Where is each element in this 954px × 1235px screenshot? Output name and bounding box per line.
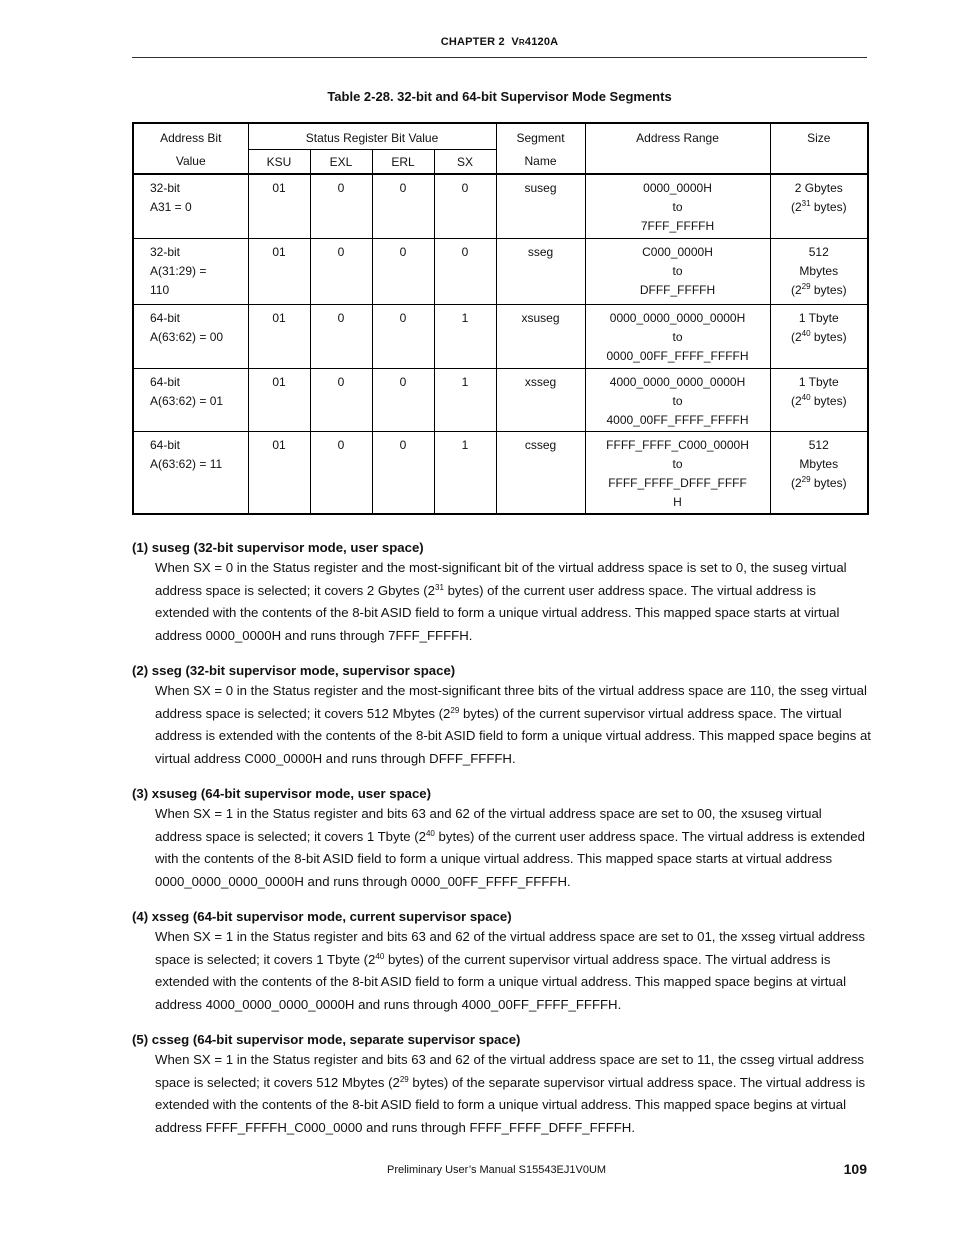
erl-cell: 0 <box>372 238 434 304</box>
header-address-range-blank <box>585 149 770 174</box>
sx-cell: 1 <box>434 368 496 431</box>
header-address-range: Address Range <box>585 123 770 149</box>
segment-name-cell: csseg <box>496 431 585 514</box>
erl-cell: 0 <box>372 174 434 238</box>
exl-cell: 0 <box>310 174 372 238</box>
section-suseg <box>132 539 872 647</box>
segments-table <box>132 122 869 515</box>
section-xsuseg <box>132 785 872 893</box>
size-cell: 512 Mbytes ($2^{29}$ bytes) <box>770 238 868 304</box>
section-title: (5) csseg (64-bit supervisor mode, separate supervisor space) <box>132 1032 521 1047</box>
address-range-cell: 0000_0000_0000_0000H to 0000_00FF_FFFF_FFFFH <box>585 304 770 368</box>
header-size-blank <box>770 149 868 174</box>
section-body: When SX = 1 in the Status register and bits 63 and 62 of the virtual address space are set to 11, the csseg virtual address space is selected; it covers 512 Mbytes ($2^{29}$ bytes) of the separate supervisor virtual address space. The virtual address is extended with the contents of the 8-bit ASID field to form a unique virtual address. This mapped space begins at virtual address FFFF_FFFFH_C000_0000 and runs through FFFF_FFFF_DFFF_FFFFH. <box>155 1052 866 1135</box>
address-bit-cell: 64-bit A(63:62) = 00 <box>133 304 248 368</box>
erl-cell: 0 <box>372 368 434 431</box>
section-xsseg <box>132 908 872 1016</box>
exl-cell: 0 <box>310 431 372 514</box>
size-cell: 2 Gbytes ($2^{31}$ bytes) <box>770 174 868 238</box>
table-row <box>133 174 868 238</box>
header-address-value: Value <box>133 149 248 174</box>
header-sx: SX <box>434 149 496 174</box>
section-title: (2) sseg (32-bit supervisor mode, supervisor space) <box>132 663 456 678</box>
exl-cell: 0 <box>310 304 372 368</box>
address-bit-cell: 32-bit A31 = 0 <box>133 174 248 238</box>
header-status-group: Status Register Bit Value <box>248 123 496 149</box>
product-name: VR4120A <box>511 36 559 48</box>
size-cell: 1 Tbyte ($2^{40}$ bytes) <box>770 368 868 431</box>
address-bit-cell: 64-bit A(63:62) = 11 <box>133 431 248 514</box>
sx-cell: 0 <box>434 238 496 304</box>
section-body: When SX = 1 in the Status register and bits 63 and 62 of the virtual address space are set to 01, the xsseg virtual address space is selected; it covers 1 Tbyte ($2^{40}$ bytes) of the current supervisor virtual address space. The virtual address is extended with the contents of the 8-bit ASID field to form a unique virtual address. This mapped space begins at virtual address 4000_0000_0000_0000H and runs through 4000_00FF_FFFF_FFFFH. <box>155 929 865 1012</box>
segment-name-cell: suseg <box>496 174 585 238</box>
address-range-cell: 0000_0000H to 7FFF_FFFFH <box>585 174 770 238</box>
sx-cell: 1 <box>434 304 496 368</box>
page-number: 109 <box>843 1161 867 1177</box>
ksu-cell: 01 <box>248 431 310 514</box>
address-range-cell: 4000_0000_0000_0000H to 4000_00FF_FFFF_FFFFH <box>585 368 770 431</box>
section-title: (4) xsseg (64-bit supervisor mode, current supervisor space) <box>132 909 512 924</box>
manual-title: Preliminary User’s Manual S15543EJ1V0UM <box>387 1164 607 1176</box>
section-title: (1) suseg (32-bit supervisor mode, user space) <box>132 540 424 555</box>
erl-cell: 0 <box>372 304 434 368</box>
segment-name-cell: xsuseg <box>496 304 585 368</box>
erl-cell: 0 <box>372 431 434 514</box>
segment-descriptions <box>132 539 872 1154</box>
exl-cell: 0 <box>310 238 372 304</box>
chapter-label: CHAPTER 2 <box>440 36 505 48</box>
header-segment-name: Name <box>496 149 585 174</box>
section-csseg <box>132 1031 872 1139</box>
ksu-cell: 01 <box>248 174 310 238</box>
address-bit-cell: 64-bit A(63:62) = 01 <box>133 368 248 431</box>
size-cell: 1 Tbyte ($2^{40}$ bytes) <box>770 304 868 368</box>
sx-cell: 1 <box>434 431 496 514</box>
section-body: When SX = 0 in the Status register and the most-significant bit of the virtual address space is set to 0, the suseg virtual address space is selected; it covers 2 Gbytes ($2^{31}$ bytes) of the current user address space. The virtual address is extended with the contents of the 8-bit ASID field to form a unique virtual address. This mapped space starts at virtual address 0000_0000H and runs through 7FFF_FFFFH. <box>155 560 847 643</box>
header-exl: EXL <box>310 149 372 174</box>
table-row <box>133 304 868 368</box>
header-segment: Segment <box>496 123 585 149</box>
ksu-cell: 01 <box>248 304 310 368</box>
header-ksu: KSU <box>248 149 310 174</box>
header-size: Size <box>770 123 868 149</box>
segment-name-cell: xsseg <box>496 368 585 431</box>
address-range-cell: FFFF_FFFF_C000_0000H to FFFF_FFFF_DFFF_FFFF H <box>585 431 770 514</box>
header-address-bit: Address Bit <box>133 123 248 149</box>
header-divider <box>132 57 867 58</box>
section-title: (3) xsuseg (64-bit supervisor mode, user space) <box>132 786 432 801</box>
sx-cell: 0 <box>434 174 496 238</box>
segment-name-cell: sseg <box>496 238 585 304</box>
header-erl: ERL <box>372 149 434 174</box>
table-row <box>133 368 868 431</box>
table-row <box>133 238 868 304</box>
ksu-cell: 01 <box>248 368 310 431</box>
section-sseg <box>132 662 872 770</box>
exl-cell: 0 <box>310 368 372 431</box>
ksu-cell: 01 <box>248 238 310 304</box>
table-row <box>133 431 868 514</box>
address-bit-cell: 32-bit A(31:29) = 110 <box>133 238 248 304</box>
page-header <box>132 36 867 48</box>
table-title: Table 2-28. 32-bit and 64-bit Supervisor Mode Segments <box>327 89 672 104</box>
section-body: When SX = 1 in the Status register and bits 63 and 62 of the virtual address space are set to 00, the xsuseg virtual address space is selected; it covers 1 Tbyte ($2^{40}$ bytes) of the current user address space. The virtual address is extended with the contents of the 8-bit ASID field to form a unique virtual address. This mapped space starts at virtual address 0000_0000_0000_0000H and runs through 0000_00FF_FFFF_FFFFH. <box>155 806 865 889</box>
size-cell: 512 Mbytes ($2^{29}$ bytes) <box>770 431 868 514</box>
address-range-cell: C000_0000H to DFFF_FFFFH <box>585 238 770 304</box>
section-body: When SX = 0 in the Status register and the most-significant three bits of the virtual address space are 110, the sseg virtual address space is selected; it covers 512 Mbytes ($2^{29}$ bytes) of the current supervisor virtual address space. The virtual address is extended with the contents of the 8-bit ASID field to form a unique virtual address. This mapped space begins at virtual address C000_0000H and runs through DFFF_FFFFH. <box>155 683 871 766</box>
